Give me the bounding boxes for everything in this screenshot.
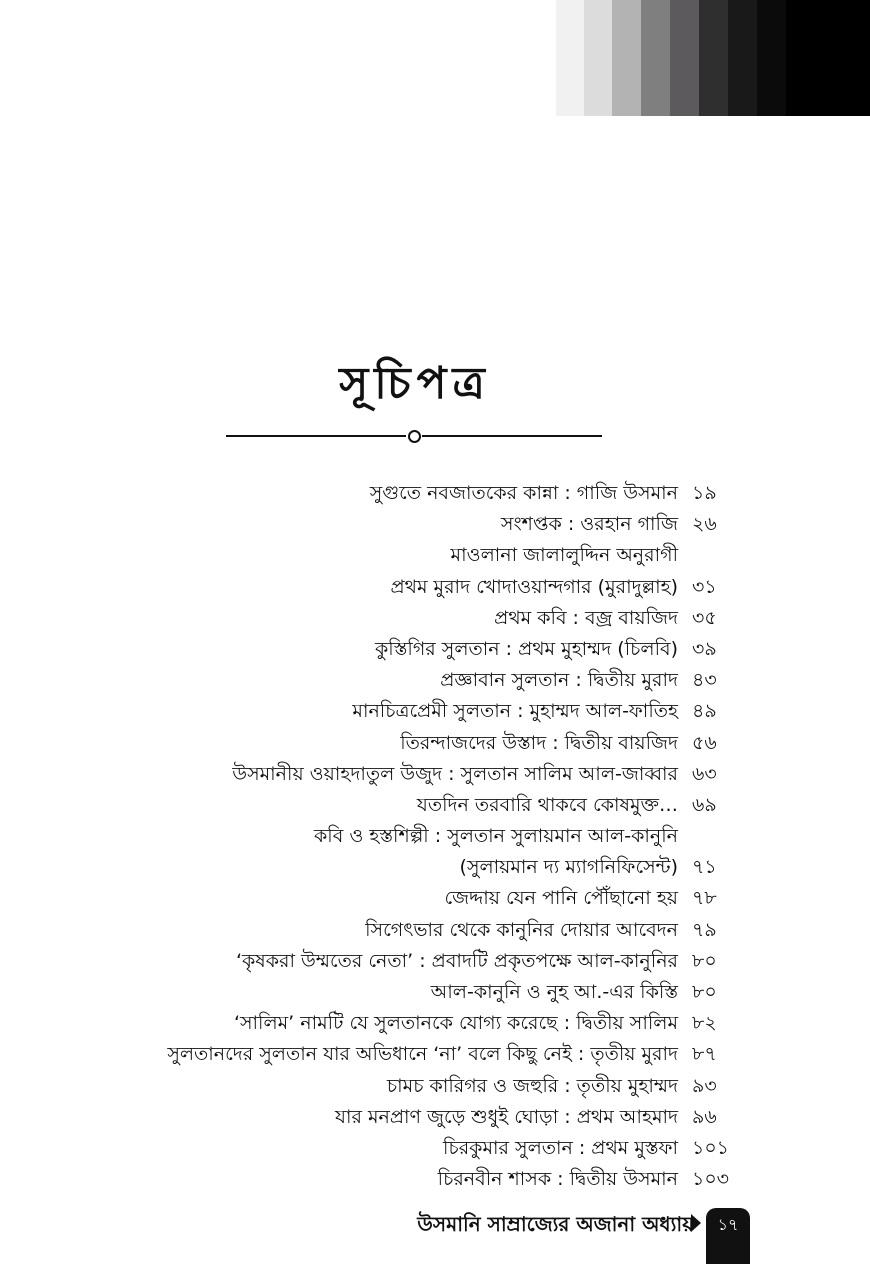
- toc-entry-page: ৪৩: [692, 669, 717, 692]
- toc-entry-page: ৫৬: [692, 731, 717, 754]
- toc-entry-page: ৭৮: [692, 887, 717, 910]
- toc-entry-title: চামচ কারিগর ও জহুরি : তৃতীয় মুহাম্মদ: [386, 1074, 678, 1097]
- toc-entry-page: ৭৯: [692, 918, 717, 941]
- toc-entry-page: ৮৭: [692, 1043, 717, 1066]
- toc-entry-page: ৬৩: [692, 762, 717, 785]
- toc-entry: [60, 478, 760, 509]
- toc-entry: [60, 540, 760, 571]
- footer-book-title: উসমানি সাম্রাজ্যের অজানা অধ্যায়: [417, 1212, 694, 1236]
- toc-entry: [60, 915, 760, 946]
- gray-swatch: [728, 0, 757, 116]
- toc-entry-title: মাওলানা জালালুদ্দিন অনুরাগী: [450, 544, 678, 567]
- toc-entry: [60, 883, 760, 914]
- toc-entry-page: ৮০: [692, 981, 717, 1003]
- page-number-tab: [706, 1208, 750, 1264]
- grayscale-calibration-strip: [556, 0, 870, 116]
- table-of-contents: [60, 478, 760, 1195]
- toc-entry-page: ৬৯: [692, 793, 717, 816]
- toc-entry: [60, 852, 760, 883]
- toc-entry-page: ৯৩: [692, 1074, 717, 1097]
- toc-entry: [60, 572, 760, 603]
- toc-entry: [60, 821, 760, 852]
- divider-line-left: [226, 435, 406, 437]
- toc-entry-title: চিরকুমার সুলতান : প্রথম মুস্তফা: [443, 1136, 678, 1159]
- toc-entry-title: যার মনপ্রাণ জুড়ে শুধুই ঘোড়া : প্রথম আহমাদ: [335, 1105, 678, 1128]
- toc-entry: [60, 1133, 760, 1164]
- gray-swatch: [556, 0, 584, 116]
- toc-entry-page: ৩৯: [692, 637, 717, 660]
- toc-entry-page: ৮২: [692, 1012, 717, 1035]
- toc-entry-page: ৯৬: [692, 1105, 717, 1128]
- toc-entry-page: ২৬: [692, 513, 717, 536]
- toc-entry: [60, 728, 760, 759]
- toc-entry-page: ৮০: [692, 949, 717, 972]
- toc-entry-page: ৩১: [692, 575, 717, 598]
- gray-swatch: [612, 0, 641, 116]
- gray-swatch: [699, 0, 728, 116]
- toc-entry-title: তিরন্দাজদের উস্তাদ : দ্বিতীয় বায়জিদ: [400, 731, 678, 754]
- toc-entry-title: ‘কৃষকরা উম্মতের নেতা’ : প্রবাদটি প্রকৃতপক্ষে আল-কানুনির: [235, 949, 678, 972]
- toc-entry-title: সিগেৎভার থেকে কানুনির দোয়ার আবেদন: [365, 918, 678, 941]
- toc-entry-title: (সুলায়মান দ্য ম্যাগনিফিসেন্ট): [459, 856, 678, 879]
- toc-entry: [60, 509, 760, 540]
- toc-entry-page: ১০৩: [692, 1168, 730, 1191]
- toc-entry: [60, 696, 760, 727]
- toc-entry: [60, 665, 760, 696]
- toc-entry: [60, 1164, 760, 1195]
- toc-entry-title: কুস্তিগির সুলতান : প্রথম মুহাম্মদ (চিলবি): [375, 637, 678, 660]
- gray-swatch: [757, 0, 786, 116]
- toc-entry-title: প্রথম কবি : বজ্র বায়জিদ: [494, 606, 678, 629]
- divider-circle: [408, 430, 421, 443]
- toc-entry: [60, 1071, 760, 1102]
- toc-entry-page: ১৯: [692, 482, 717, 504]
- toc-entry-title: সংশপ্তক : ওরহান গাজি: [500, 513, 678, 536]
- toc-entry: [60, 1008, 760, 1039]
- toc-entry: [60, 790, 760, 821]
- toc-entry-title: ‘সালিম’ নামটি যে সুলতানকে যোগ্য করেছে : দ্বিতীয় সালিম: [233, 1012, 678, 1035]
- gray-swatch: [670, 0, 699, 116]
- toc-entry-title: মানচিত্রপ্রেমী সুলতান : মুহাম্মদ আল-ফাতিহ: [352, 700, 678, 723]
- toc-entry: [60, 759, 760, 790]
- toc-entry-page: ৭১: [692, 856, 717, 879]
- gray-swatch: [786, 0, 870, 116]
- toc-entry-title: জেদ্দায় যেন পানি পৌঁছানো হয়: [444, 887, 678, 910]
- toc-entry-title: সুলতানদের সুলতান যার অভিধানে ‘না’ বলে কিছু নেই : তৃতীয় মুরাদ: [167, 1043, 678, 1066]
- toc-entry: [60, 603, 760, 634]
- toc-entry-page: ৪৯: [692, 700, 717, 723]
- toc-entry-title: আল-কানুনি ও নুহ আ.-এর কিস্তি: [430, 981, 678, 1003]
- toc-entry: [60, 946, 760, 977]
- toc-entry: [60, 977, 760, 1008]
- toc-entry-title: প্রজ্ঞাবান সুলতান : দ্বিতীয় মুরাদ: [440, 669, 678, 692]
- title-divider-ornament: [226, 428, 602, 444]
- toc-entry: [60, 1102, 760, 1133]
- page-number: ১৭: [717, 1215, 739, 1234]
- toc-entry-title: চিরনবীন শাসক : দ্বিতীয় উসমান: [437, 1168, 678, 1191]
- page-title: সূচিপত্র: [339, 358, 491, 409]
- toc-entry-title: প্রথম মুরাদ খোদাওয়ান্দগার (মুরাদুল্লাহ): [390, 575, 678, 598]
- gray-swatch: [584, 0, 612, 116]
- gray-swatch: [641, 0, 670, 116]
- toc-entry: [60, 634, 760, 665]
- toc-entry-page: ১০১: [692, 1136, 730, 1159]
- toc-entry-title: কবি ও হস্তশিল্পী : সুলতান সুলায়মান আল-কানুনি: [314, 825, 678, 848]
- footer-arrow-icon: [691, 1214, 701, 1232]
- toc-entry-page: ৩৫: [692, 606, 717, 629]
- toc-entry: [60, 1039, 760, 1070]
- toc-entry-title: সুগুতে নবজাতকের কান্না : গাজি উসমান: [369, 482, 678, 504]
- divider-line-right: [422, 435, 602, 437]
- toc-entry-title: যতদিন তরবারি থাকবে কোষমুক্ত…: [416, 793, 678, 816]
- toc-entry-title: উসমানীয় ওয়াহদাতুল উজুদ : সুলতান সালিম আল-জাব্বার: [232, 762, 678, 785]
